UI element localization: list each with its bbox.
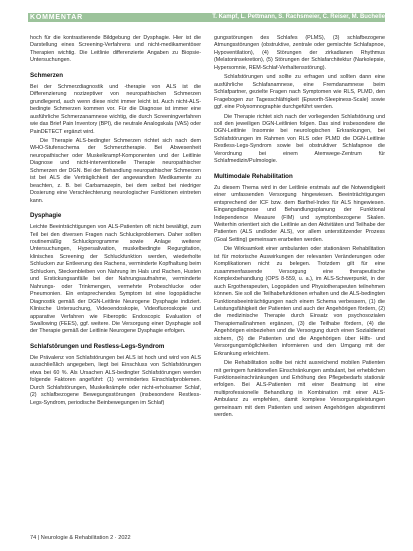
section-label: KOMMENTAR (30, 14, 83, 21)
paragraph: hoch für die kontrastierende Bildgebung der Dysphagie. Hier ist die Darstellung eines Screening-Verfahrens und nicht-medikamentöser Therapien wichtig. Die Leitlinie differenzierte Angaben zu Biopsie-Untersuchungen. (30, 35, 201, 64)
author-line: T. Kampf, L. Pettmann, S. Rachsmeier, C. Reiser, M. Buchelle (212, 14, 385, 20)
paragraph: Die Prävalenz von Schlafstörungen bei ALS ist hoch und wird von ALS ausschließlich angegeben, liegt bei Einschluss von Schlafstörungen etwa bei 60 %. Als Ursachen ALS-bedingter Schlafstörungen werden folgende Faktoren angeführt: (1) vermindertes Einschlafproblemen. Durch Schlafstörungen, Muskelkrämpfe oder nicht-erholsamer Schlaf, (2) schlafbezogene Bewegungsstörungen (insbesondere Restless-Legs-Syndrom, periodische Beinbewegungen im Schlaf) (30, 354, 201, 406)
section-heading: Multimodale Rehabilitation (214, 172, 293, 180)
section-heading: Schmerzen (30, 71, 64, 79)
section-heading: Dysphagie (30, 212, 62, 220)
paragraph: Schlafstörungen und sollte zu erfragen und sollten dann eine ausführliche Schlafanamnese, eine Fremdanamnese beim Schlafpartner, gezielte Fragen nach Symptomen wie RLS, PLMD, den Fragebogen zur Tagesschläfrigkeit (Epworth-Sleepiness-Scale) sowie ggf. eine Polysomnographie durchgeführt werden. (214, 74, 385, 111)
paragraph: Leichte Beeinträchtigungen von ALS-Patienten oft nicht bewältigt, zum Teil bei den diversen Fragen nach Schluckproblemen. Daher sollten routinemäßig Schluckprogramme sowie Anlage weiterer Untersuchungen, Hypersalivation, muskelbedingte Regurgitation, klinisches Screening der Schluckfunktion werden, wiederholte Schlucken zur Entleerung des Rachens, verminderte Kopfhaltung beim Schlucken, Steckenbleiben von Nahrung im Hals und Rachen, Husten und Erstickungsanfälle bei der Nahrungsaufnahme, verminderte Nahrungs- oder Trinkmengen, vermehrte Probeschlucke oder Pneumonien. Ein entsprechendes Symptom ist eine logopädische Diagnostik gemäß der DGN-Leitlinie Neurogene Dysphagie indiziert. Klinische Untersuchung, Videoendoskopie, Videofluoroskopie und apparative Verfahren wie Fiberoptic Endoscopic Evaluation of Swallowing (FEES), ggf. weitere. Die Versorgung einer Dysphagie soll der Therapie gemäß der Leitlinie Neurogene Dysphagie erfolgen. (30, 224, 201, 335)
paragraph: Die Therapie richtet sich nach der vorliegenden Schlafstörung und soll den jeweiligen DGN-Leitlinien folgen. Das sind insbesondere die DGN-Leitlinie Insomnie bei neurologischen Erkrankungen, bei Schlafstörungen im Rahmen von RLS oder PLMD die DGN-Leitlinie Restless-Legs-Syndrom sowie bei obstruktiver Schlafapnoe die Verordnung bei einem Atemwege-Zentrum für Schlafmedizin/Pulmologie. (214, 113, 385, 165)
right-column (214, 35, 385, 422)
paragraph: gungsstörungen des Schlafes (PLMS), (3) schlafbezogene Atmungsstörungen (obstruktive, zentrale oder gemischte Schlafapnoe, Hypoventilation), (4) Störungen der zirkadianen Rhythmus (Melatoninsekretion), (5) Störungen der Schlafarchitektur (Narkolepsie, Hypersomnie, REM-Schlaf-Verhaltensstörung). (214, 35, 385, 71)
paragraph: Die Therapie ALS-bedingter Schmerzen richtet sich nach dem WHO-Stufenschema der Schmerztherapie. Bei Abwesenheit neuropathischer oder Muskelkrampf-Komponenten und der Leitlinie Diagnose und nicht-interventionelle Therapie neuropathischer Schmerzen der DGN. Bei der Behandlung neuropathischer Schmerzen ist bei ALS die Verträglichkeit der angewandten Medikamente zu beachten, z. B. bei Carbamazepin, bei dem selbst bei niedriger Dosierung eine Verschlechterung neurologischer Funktionen eintreten kann. (30, 137, 201, 204)
page-footer: 74 | Neurologie & Rehabilitation 2 · 2022 (30, 535, 131, 541)
paragraph: Die Wirksamkeit einer ambulanten oder stationären Rehabilitation ist für motorische Auswirkungen der relevanten Veränderungen oder Komplikationen nicht zu belegen. Trotzdem gilt für eine zusammenfassende Versorgung eine therapeutische Komplexbehandlung (OPS 8-559, u. a.), im ALS-Schwerpunkt, in der auch Ergotherapeuten, Logopäden und Physiotherapeuten teilnehmen können. Sie soll die Teilhabefunktionen erhalten und die ALS-bedingten Funktionsbeeinträchtigungen nach einem Schema verbessern, (1) die Leistungsfähigkeit der Patienten und auch der Angehörigen fördern, (2) die medizinische Therapie durch Einsatz von psychosozialen Therapiemaßnahmen ergänzen, (3) die Teilhabe fördern, (4) die Angehörigen einbeziehen und die Versorgung durch einen Sozialdienst sichern, (5) die Patienten und die Angehörigen über Hilfs- und Versorgungsmöglichkeiten informieren und den Umgang mit der Erkrankung erleichtern. (214, 246, 385, 357)
paragraph: Bei der Schmerzdiagnostik und -therapie von ALS ist die Differenzierung nozizeptiver von neuropathischen Schmerzen grundlegend, auch wenn diese nicht immer leicht ist. Auch nicht-ALS-bedingte Schmerzen kommen vor. Für die Diagnose ist immer eine ausführliche Schmerzanamnese wichtig, die durch Screeningverfahren wie das Brief Pain Inventory (BPI), die neutrale Analogskala (VAS) oder PainDETECT ergänzt wird. (30, 83, 201, 135)
paragraph: Zu diesem Thema wird in der Leitlinie erstmals auf die Notwendigkeit einer umfassenden Versorgung hingewiesen. Beeinträchtigungen entsprechend der ICF bzw. dem Barthel-Index für ALS hingewiesen. Eingangsdiagnose und Behandlungsplanung der Funktional Independence Measure (FIM) und symptombezogene Skalen. Weiterhin orientiert sich die Leitlinie an den Aktivitäten und Teilhabe der Patienten (ALS und/oder ALS), vor allem unterstützender Prozess (Goal Setting) gemeinsam erarbeiten werden. (214, 184, 385, 243)
left-column (30, 35, 201, 409)
section-heading: Schlafstörungen und Restless-Legs-Syndrom (30, 342, 165, 350)
paragraph: Die Rehabilitation sollte bei nicht ausreichend mobilen Patienten mit geringem funktionellen Einschränkungen ambulant, bei erheblichen Funktionseinschränkungen und Erhöhung des Pflegebedarfs stationär erfolgen. Bei ALS-Patienten mit einer Beatmung ist eine multiprofessionelle Behandlung in Kombination mit einer ALS-Ambulanz zu empfehlen, damit komplexe Versorgungsleistungen gemeinsam mit dem Patienten und seinen Angehörigen abgestimmt werden. (214, 360, 385, 419)
